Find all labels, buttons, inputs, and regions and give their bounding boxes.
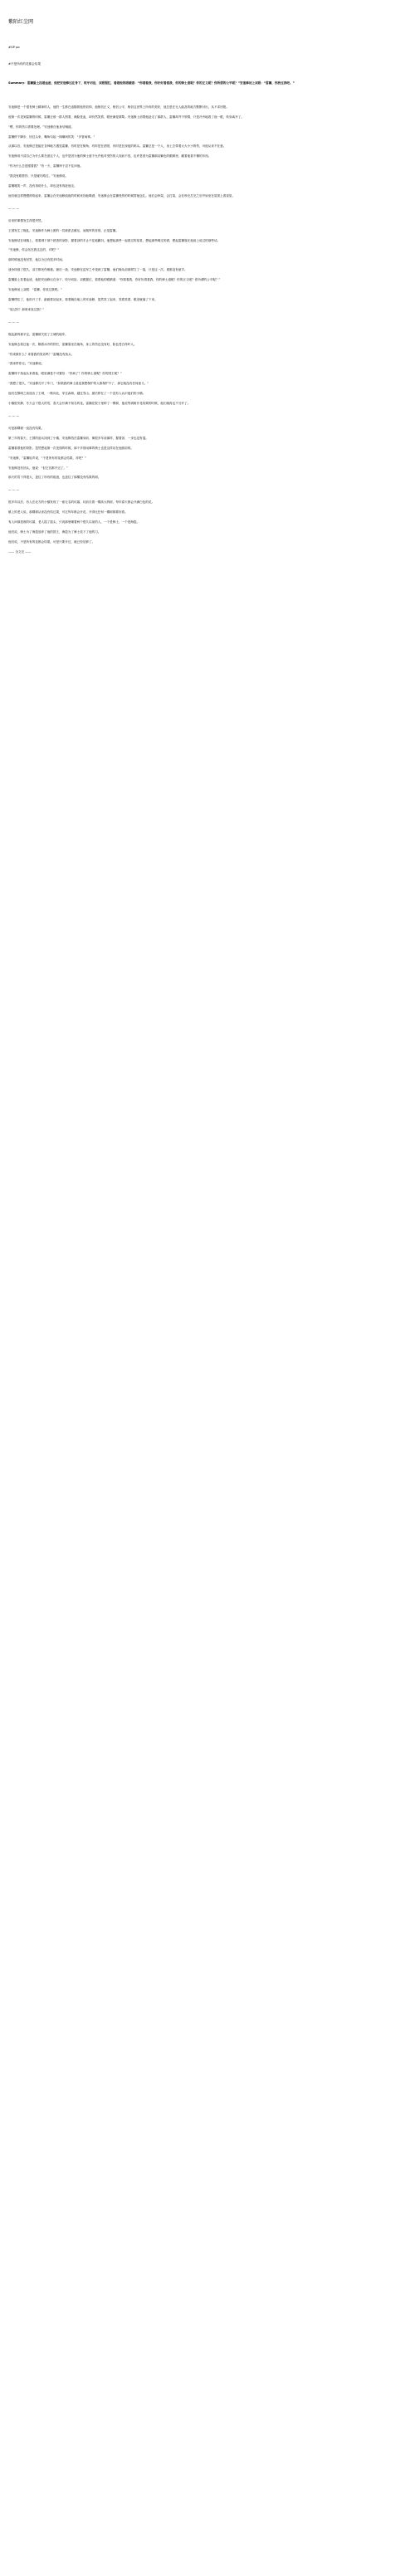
story-paragraph: 雷狮终于抬起头来看他，眼里满是不可置信：“你疯了？你的骑士道呢？你的国王呢？” <box>8 372 122 376</box>
story-paragraph: 安迷修闭上双眼：“雷狮，你放过我吧。” <box>8 288 62 292</box>
story-paragraph: 雷狮嗤笑一声，没有再说什么，却也没有再赶他走。 <box>8 184 77 188</box>
section-divider: — — — <box>8 413 20 417</box>
story-paragraph: 可是那棵树一直没有结果。 <box>8 426 45 430</box>
section-divider: — — — <box>8 488 20 492</box>
story-paragraph: 战争持续了很久，双方都死伤惨重。最后一战，安迷修在乱军之中找到了雷狮，他们像从前那样打了一架，只是这一次，谁都没有留手。 <box>8 268 188 272</box>
story-paragraph: “我想了很久，”安迷修打开了牢门，“如果我的骑士道连我想保护的人都保护不了，那它就没有任何意义。” <box>8 382 149 386</box>
tag-line[interactable]: #GP po <box>8 45 20 49</box>
story-paragraph: “我没有跟着你，只是碰巧路过。”安迷修说。 <box>8 174 69 178</box>
story-paragraph: 他第一次见到雷狮的时候，雷狮正被一群人围着，满脸是血，却仍然笑着，眼里满是桀骜。安迷修上前帮他赶走了那群人，雷狮却并不领情，只是冷冷地看了他一眼，转身离开了。 <box>8 115 244 119</box>
story-paragraph: 雷狮愣住了，他松开了手，踉跄着站起来，看着躺在地上的安迷修，忽然笑了起来，笑着笑着，眼泪就落了下来。 <box>8 298 158 301</box>
story-paragraph: “喂，你的伤口需要处理。”安迷修在他身后喊道。 <box>8 124 75 129</box>
story-paragraph: 雷狮看着他的背影，忽然想起第一次见面的时候，那个多管闲事的骑士也是这样站在他面前的。 <box>8 446 134 450</box>
story-paragraph: 那时候他没有回答，他以为还有很多时间。 <box>8 258 66 262</box>
story-paragraph: 那天的雪下得很大，盖住了所有的痕迹，也盖住了那棵没有结果的树。 <box>8 476 101 480</box>
story-paragraph: “你为什么总是跟着我？”有一天，雷狮终于忍不住问他。 <box>8 164 83 168</box>
story-paragraph: 他们在黎明之前逃出了王城，一路向北，穿过森林，越过雪山，最后停在了一个没有人认识他们的小镇。 <box>8 392 146 396</box>
story-paragraph: “你来做什么？来看我的笑话吗？”雷狮没有抬头。 <box>8 352 75 356</box>
story-paragraph: 王国发生了叛乱，安迷修作为骑士团的一员被派去镇压，而叛军的首领，正是雷狮。 <box>8 228 119 232</box>
story-paragraph: “安迷修，”雷狮轻声说，“不是所有的花都会结果，对吧？” <box>8 456 86 460</box>
story-paragraph: 他们就这样慢慢熟络起来，雷狮会在安迷修值夜的时候来找他喝酒，安迷修会在雷狮受伤的时候替他包扎。他们会吵架，会打架，会在吵完打完之后并肩坐在屋顶上看星星。 <box>8 193 236 198</box>
section-divider: — — — <box>8 320 20 324</box>
story-paragraph: “我来带你走。”安迷修说。 <box>8 362 45 366</box>
story-paragraph: 第三年的春天，王国的追兵找到了小镇，安迷修挡在雷狮身前，像很多年前那样，握着剑，一步也没有退。 <box>8 436 149 440</box>
work-title: #不是所有的花都会结果 <box>8 62 41 66</box>
story-paragraph: —— 全文完 —— <box>8 549 32 554</box>
story-paragraph: 他们说，不是所有的花都会结果，可是只要开过，就已经足够了。 <box>8 539 95 544</box>
story-paragraph: 他们说，骑士为了海盗放弃了他的国王，海盗为了骑士放下了他的刀。 <box>8 529 101 534</box>
story-paragraph: 后来的事情发生得很突然。 <box>8 218 45 222</box>
story-paragraph: 很多年以后，有人在北方的小镇发现了一座无名的坟墓，坟前长着一棵高大的树，每年春天都会开满白色的花。 <box>8 500 155 505</box>
story-paragraph: 雷狮停下脚步，回过头来，嘴角勾起一抹嘲讽的笑：“多管闲事。” <box>8 134 95 139</box>
story-paragraph: 安迷修站在城墙上，看着城下那个熟悉的身影，握着剑的手止不住地颤抖。他想起那些一起看过的星星，想起那些喝过的酒，想起雷狮靠在他肩上说过的那些话。 <box>8 238 221 242</box>
site-title[interactable]: 紫陌红尘网 <box>8 18 34 25</box>
story-paragraph: 叛乱最终被平定，雷狮被关进了王城的地牢。 <box>8 332 68 336</box>
story-paragraph: 安迷修是一个很有骑士精神的人，他的一生都在追随着他的信仰，他相信正义，相信公平，相信这世界上所有的美好，他总是在无人能及的地方默默付出，从不求回报。 <box>8 105 229 109</box>
story-paragraph: “安迷修，你会站在我这边的，对吧？” <box>8 248 60 252</box>
story-paragraph: 小镇很安静，冬天会下很大的雪，春天会开满不知名的花。雷狮在院子里种了一棵树，他说等到树开花结果的时候，他们就再也不分开了。 <box>8 402 191 406</box>
story-paragraph: 安迷修说不清自己为什么要在意这个人，也许是因为他的骑士道不允许他对受伤的人视而不见，也许是因为雷狮那双紫色的眼睛里，藏着他看不懂的东西。 <box>8 154 212 159</box>
story-paragraph: 雷狮脸上挂着血迹，他把安迷修压在身下，咬牙切齿，双眼猩红，看着他的眼睛道：“你看看我，你好好看看我，你的骑士道呢？你的正义呢？你所谓的公平呢？” <box>8 278 221 282</box>
story-paragraph: 从那以后，安迷修总是能在各种地方遇见雷狮，有时是在街角，有时是在酒馆，有时是在深夜的码头。雷狮总是一个人，身上总带着大大小小的伤，可他从来不在意。 <box>8 144 227 149</box>
article-body <box>8 105 407 555</box>
story-paragraph: “放过你？那谁来放过我？” <box>8 307 45 311</box>
summary-text: Summary：雷狮脸上挂着血迹，他把安迷修压在身下，咬牙切齿，双眼猩红，看着他的眼睛道：“你看看我，你好好看看我，你的骑士道呢？你的正义呢？你所谓的公平呢？”安迷修闭上双眼：“雷狮，你放过我吧。” <box>8 81 295 85</box>
story-paragraph: 安迷修去看过他一次，隔着冰冷的铁栏，雷狮靠坐在墙角，身上的伤还没有好，脸色苍白得吓人。 <box>8 342 137 346</box>
section-divider: — — — <box>8 206 20 210</box>
story-paragraph: 安迷修没有回头，他说：“但它们都开过了。” <box>8 466 69 470</box>
story-paragraph: 镇上的老人说，那棵树从来没有结过果，可它每年都会开花，开得比任何一棵树都要好看。 <box>8 510 128 515</box>
story-paragraph: 有人问那是谁的坟墓，老人摇了摇头，只说那里睡着两个很久以前的人，一个是骑士，一个是海盗。 <box>8 520 140 524</box>
